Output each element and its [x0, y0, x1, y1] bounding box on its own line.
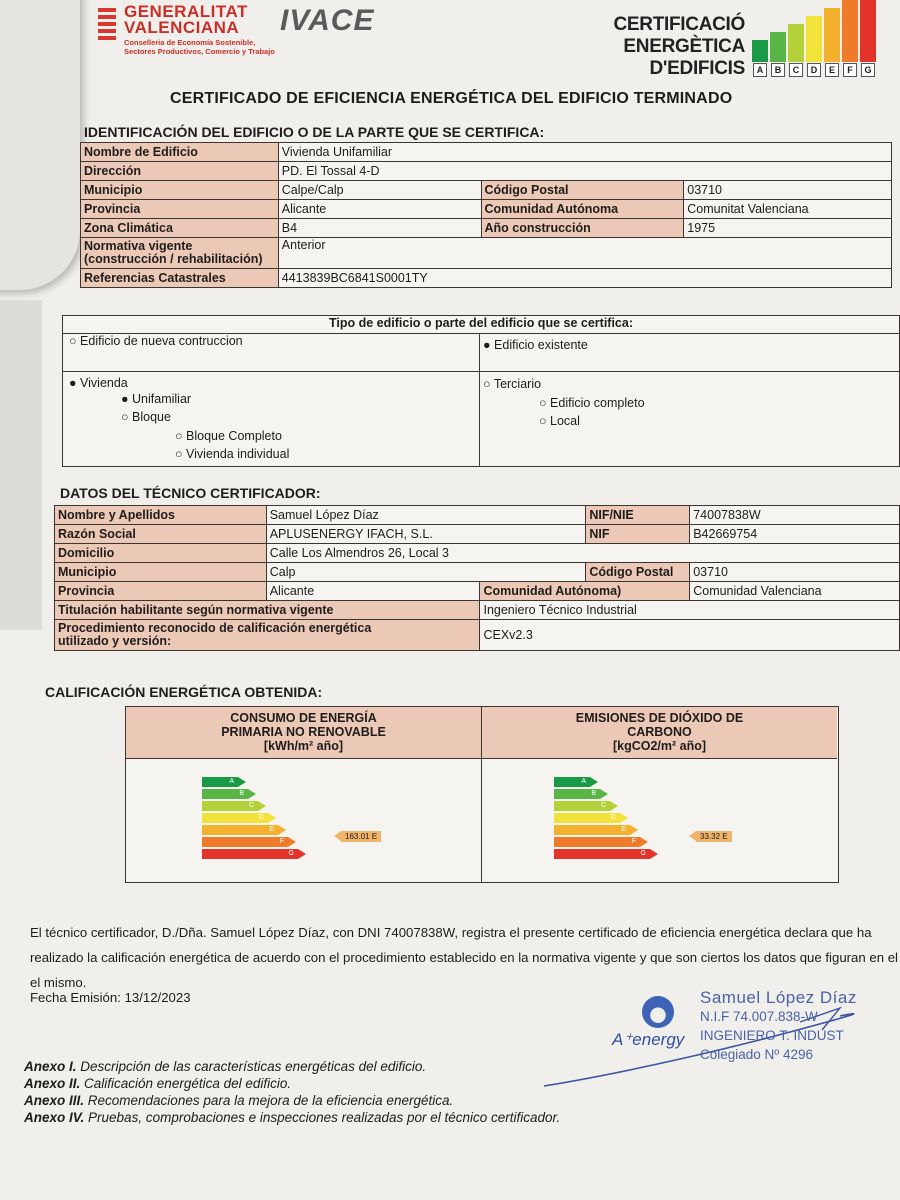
regulation-value: Anterior: [278, 238, 891, 269]
table-row: [55, 563, 900, 582]
energy-class-bar: D: [554, 813, 620, 823]
consumption-header-line2: PRIMARIA NO RENOVABLE: [221, 725, 386, 739]
emissions-header-line1: EMISIONES DE DIÓXIDO DE: [575, 711, 744, 725]
emissions-header: [482, 707, 837, 759]
regulation-label: [81, 238, 279, 269]
radio-existing-building-label: Edificio existente: [494, 338, 588, 352]
declaration-text: El técnico certificador, D./Dña. Samuel López Díaz, con DNI 74007838W, registra el presente certificado de eficiencia energética declara que ha realizado la calificación energética de acuerdo con el procedimiento establecido en la normativa vigente y que son ciertos los datos que figuran en el el mismo.: [30, 925, 898, 990]
postal-code-label: Código Postal: [481, 181, 684, 200]
radio-local: ○ Local: [539, 414, 580, 428]
cert-title-line1: CERTIFICACIÓ: [613, 14, 745, 35]
radio-single-family: ● Unifamiliar: [121, 392, 192, 406]
municipality-label: Municipio: [81, 181, 279, 200]
table-row: [81, 238, 892, 269]
aplus-energy-logo-text: A⁺energy: [612, 1030, 685, 1049]
cert-scale-letter: A: [753, 63, 767, 77]
annex-key: Anexo III.: [24, 1093, 85, 1108]
table-row: [81, 269, 892, 288]
province-value: Alicante: [278, 200, 481, 219]
generalitat-mark-icon: [98, 8, 116, 42]
conselleria-text: Conselleria de Economía Sostenible, Sectores Productivos, Comercio y Trabajo: [124, 38, 275, 56]
tech-province-value: Alicante: [266, 582, 480, 601]
tech-nifnie-label: NIF/NIE: [586, 506, 690, 525]
company-label: Razón Social: [55, 525, 267, 544]
radio-block: ○ Bloque: [121, 410, 171, 424]
energy-class-bar: G: [554, 849, 650, 859]
annex-item: [24, 1109, 560, 1126]
municipality-value: Calpe/Calp: [278, 181, 481, 200]
technician-stamp: [700, 988, 857, 1064]
tech-municipality-value: Calp: [266, 563, 586, 582]
rating-box: [125, 706, 839, 883]
procedure-label-line2: utilizado y versión:: [58, 634, 172, 648]
energy-scale-logo: [752, 0, 882, 80]
emissions-header-line2: CARBONO: [627, 725, 692, 739]
issue-date: Fecha Emisión: 13/12/2023: [30, 990, 191, 1005]
technician-table: [54, 505, 900, 651]
annex-key: Anexo II.: [24, 1076, 81, 1091]
ivace-logo: IVACE: [280, 4, 375, 37]
region-value: Comunitat Valenciana: [684, 200, 892, 219]
radio-tertiary-label: Terciario: [493, 377, 542, 391]
annex-text: Descripción de las características energéticas del edificio.: [76, 1059, 427, 1074]
energy-class-bar: F: [202, 837, 288, 847]
generalitat-logo: [98, 2, 288, 72]
energy-class-bar: A: [202, 777, 238, 787]
construction-year-value: 1975: [684, 219, 892, 238]
table-row: [81, 181, 892, 200]
energy-class-bar: F: [554, 837, 640, 847]
stamp-nif: N.I.F 74.007.838-W: [700, 1009, 818, 1024]
qualification-label: Titulación habilitante según normativa vigente: [55, 601, 480, 620]
radio-dwelling-label: Vivienda: [80, 376, 128, 390]
energy-class-bar: B: [202, 789, 248, 799]
cert-scale-bar: [842, 0, 858, 62]
energy-class-bar: A: [554, 777, 590, 787]
annex-text: Calificación energética del edificio.: [80, 1076, 292, 1091]
regulation-label-line1: Normativa vigente: [84, 239, 193, 253]
aplus-energy-logo: [612, 992, 702, 1062]
climate-zone-value: B4: [278, 219, 481, 238]
cert-scale-bar: [806, 16, 822, 62]
generalitat-line2: VALENCIANA: [124, 18, 240, 37]
cert-scale-letter: E: [825, 63, 839, 77]
consumption-header: [126, 707, 481, 759]
annex-text: Recomendaciones para la mejora de la eficiencia energética.: [84, 1093, 454, 1108]
table-row: [81, 219, 892, 238]
emissions-column: [482, 707, 837, 882]
tech-name-label: Nombre y Apellidos: [55, 506, 267, 525]
cert-scale-letter: F: [843, 63, 857, 77]
cert-scale-bar: [770, 32, 786, 62]
qualification-value: Ingeniero Técnico Industrial: [480, 601, 900, 620]
energy-class-bar: G: [202, 849, 298, 859]
tech-province-label: Provincia: [55, 582, 267, 601]
cadastral-ref-label: Referencias Catastrales: [81, 269, 279, 288]
emissions-rating-pointer: 33.32 E: [696, 831, 732, 842]
tech-postal-code-label: Código Postal: [586, 563, 690, 582]
table-row: [81, 143, 892, 162]
radio-complete-building: ○ Edificio completo: [539, 396, 645, 410]
cert-scale-letter: B: [771, 63, 785, 77]
building-type-header: Tipo de edificio o parte del edificio que se certifica:: [63, 316, 899, 334]
energy-class-bar: D: [202, 813, 268, 823]
postal-code-value: 03710: [684, 181, 892, 200]
company-nif-value: B42669754: [690, 525, 900, 544]
company-nif-label: NIF: [586, 525, 690, 544]
tech-region-label: Comunidad Autónoma): [480, 582, 690, 601]
table-row: [55, 620, 900, 651]
building-type-box: [62, 315, 900, 467]
certificacio-title: [560, 14, 745, 80]
radio-dwelling: ● Vivienda: [69, 376, 128, 390]
energy-class-bar: E: [554, 825, 630, 835]
energy-class-bar: C: [554, 801, 610, 811]
construction-year-label: Año construcción: [481, 219, 684, 238]
cert-scale-bar: [824, 8, 840, 62]
radio-full-block-label: Bloque Completo: [186, 429, 282, 443]
tech-address-label: Domicilio: [55, 544, 267, 563]
table-row: [55, 506, 900, 525]
energy-class-bar: C: [202, 801, 258, 811]
procedure-label: [55, 620, 480, 651]
radio-individual-dwelling-label: Vivienda individual: [186, 447, 290, 461]
table-row: [81, 162, 892, 181]
consumption-rating-pointer: 163.01 E: [341, 831, 381, 842]
cert-scale-letter: C: [789, 63, 803, 77]
energy-class-bar: B: [554, 789, 600, 799]
radio-single-family-label: Unifamiliar: [132, 392, 192, 406]
consumption-energy-scale: [202, 777, 298, 861]
table-row: [55, 544, 900, 563]
annex-key: Anexo IV.: [24, 1110, 85, 1125]
consumption-header-unit: [kWh/m² año]: [263, 739, 344, 753]
building-name-value: Vivienda Unifamiliar: [278, 143, 891, 162]
annex-item: [24, 1092, 560, 1109]
cert-scale-bar: [860, 0, 876, 62]
procedure-label-line1: Procedimiento reconocido de calificación energética: [58, 621, 372, 635]
cert-scale-letter: G: [861, 63, 875, 77]
annex-item: [24, 1075, 560, 1092]
aplus-energy-globe-icon: [642, 996, 674, 1028]
region-label: Comunidad Autónoma: [481, 200, 684, 219]
table-row: [81, 200, 892, 219]
consumption-header-line1: CONSUMO DE ENERGÍA: [230, 711, 377, 725]
document-title: CERTIFICADO DE EFICIENCIA ENERGÉTICA DEL EDIFICIO TERMINADO: [170, 90, 733, 107]
table-row: [55, 525, 900, 544]
radio-local-label: Local: [550, 414, 580, 428]
radio-new-building-label: Edificio de nueva contruccion: [80, 334, 243, 348]
tech-name-value: Samuel López Díaz: [266, 506, 586, 525]
radio-existing-building: ● Edificio existente: [483, 338, 588, 352]
identification-section-title: IDENTIFICACIÓN DEL EDIFICIO O DE LA PARTE QUE SE CERTIFICA:: [84, 124, 545, 140]
cert-scale-bar: [788, 24, 804, 62]
tech-postal-code-value: 03710: [690, 563, 900, 582]
radio-tertiary: ○ Terciario: [483, 377, 542, 391]
table-row: [55, 601, 900, 620]
cadastral-ref-value: 4413839BC6841S0001TY: [278, 269, 891, 288]
address-label: Dirección: [81, 162, 279, 181]
radio-individual-dwelling: ○ Vivienda individual: [175, 447, 290, 461]
cert-scale-bar: [752, 40, 768, 62]
cert-title-line2: ENERGÈTICA D'EDIFICIS: [623, 36, 745, 79]
cert-scale-letter: D: [807, 63, 821, 77]
annex-text: Pruebas, comprobaciones e inspecciones realizadas por el técnico certificador.: [84, 1110, 561, 1125]
identification-table: [80, 142, 892, 288]
table-row: [55, 582, 900, 601]
annex-key: Anexo I.: [24, 1059, 77, 1074]
emissions-energy-scale: [554, 777, 650, 861]
tech-region-value: Comunidad Valenciana: [690, 582, 900, 601]
rating-section-title: CALIFICACIÓN ENERGÉTICA OBTENIDA:: [45, 684, 323, 700]
energy-class-bar: E: [202, 825, 278, 835]
radio-full-block: ○ Bloque Completo: [175, 429, 282, 443]
province-label: Provincia: [81, 200, 279, 219]
consumption-column: [126, 707, 481, 882]
tech-address-value: Calle Los Almendros 26, Local 3: [266, 544, 899, 563]
stamp-collegiate: Colegiado Nº 4296: [700, 1047, 814, 1062]
annex-list: [24, 1058, 560, 1126]
radio-block-label: Bloque: [132, 410, 171, 424]
tech-nifnie-value: 74007838W: [690, 506, 900, 525]
procedure-value: CEXv2.3: [480, 620, 900, 651]
radio-new-building: ○ Edificio de nueva contruccion: [69, 334, 243, 348]
address-value: PD. El Tossal 4-D: [278, 162, 891, 181]
building-type-divider: [479, 333, 480, 466]
technician-section-title: DATOS DEL TÉCNICO CERTIFICADOR:: [60, 485, 321, 501]
stamp-title: INGENIERO T. INDUST: [700, 1028, 844, 1043]
building-name-label: Nombre de Edificio: [81, 143, 279, 162]
underlying-page-curl: [0, 0, 80, 290]
emissions-header-unit: [kgCO2/m² año]: [612, 739, 707, 753]
radio-complete-building-label: Edificio completo: [550, 396, 645, 410]
annex-item: [24, 1058, 560, 1075]
regulation-label-line2: (construcción / rehabilitación): [84, 252, 263, 266]
underlying-page-strip: [0, 300, 42, 630]
climate-zone-label: Zona Climática: [81, 219, 279, 238]
company-value: APLUSENERGY IFACH, S.L.: [266, 525, 586, 544]
tech-municipality-label: Municipio: [55, 563, 267, 582]
generalitat-line1: GENERALITAT: [124, 2, 248, 21]
stamp-name: Samuel López Díaz: [700, 988, 857, 1007]
